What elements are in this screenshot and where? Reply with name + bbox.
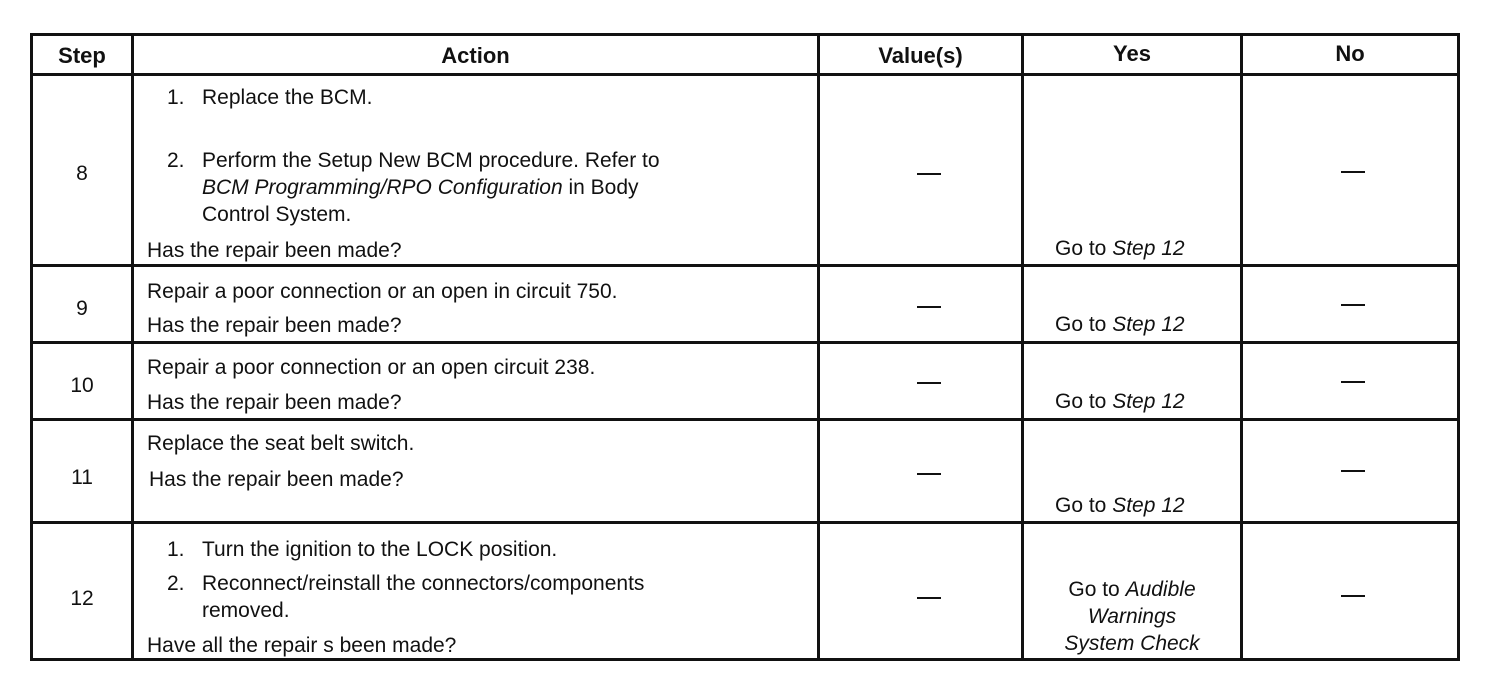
action-text: Reconnect/reinstall the connectors/components (202, 572, 645, 595)
action-text: Repair a poor connection or an open circuit 238. (147, 356, 596, 379)
column-divider (131, 36, 134, 658)
value-dash (917, 306, 941, 308)
column-divider (1240, 36, 1243, 658)
reference-link: BCM Programming/RPO Configuration (202, 176, 563, 199)
action-text: Repair a poor connection or an open in circuit 750. (147, 280, 618, 303)
value-dash (917, 473, 941, 475)
action-text-line (202, 174, 639, 201)
yes-goto-line (1024, 630, 1240, 657)
column-divider (1021, 36, 1024, 658)
yes-goto: Go to Audible (1068, 578, 1196, 601)
header-step: Step (58, 43, 106, 68)
no-dash (1341, 171, 1365, 173)
yes-goto-line (1024, 603, 1240, 630)
no-dash (1341, 381, 1365, 383)
row-divider (33, 418, 1457, 421)
diagnostic-table (30, 33, 1460, 661)
row-divider (33, 341, 1457, 344)
action-text: Replace the BCM. (202, 86, 373, 109)
header-no: No (1335, 41, 1365, 66)
step-reference: Step 12 (1112, 237, 1185, 260)
section-reference: System Check (1064, 632, 1200, 655)
question-text: Has the repair been made? (147, 239, 402, 262)
list-number: 1. (167, 86, 185, 109)
step-number: 10 (70, 374, 94, 397)
action-text: removed. (202, 599, 290, 622)
step-number: 9 (76, 297, 88, 320)
row-divider (33, 264, 1457, 267)
question-text: Has the repair been made? (147, 314, 402, 337)
step-number: 12 (70, 587, 94, 610)
action-text: Turn the ignition to the LOCK position. (202, 538, 558, 561)
no-dash (1341, 595, 1365, 597)
section-reference: Warnings (1087, 605, 1177, 628)
no-dash (1341, 470, 1365, 472)
action-text: Perform the Setup New BCM procedure. Refer to (202, 149, 660, 172)
section-reference: Audible (1125, 578, 1196, 601)
header-action: Action (441, 43, 510, 68)
action-text: Control System. (202, 203, 352, 226)
question-text: Has the repair been made? (147, 391, 402, 414)
action-text: in Body (562, 176, 639, 199)
no-dash (1341, 304, 1365, 306)
row-divider (33, 73, 1457, 76)
column-divider (817, 36, 820, 658)
list-number: 1. (167, 538, 185, 561)
yes-goto: Go to Step 12 (1055, 237, 1185, 260)
question-text: Has the repair been made? (149, 468, 404, 491)
action-text: Replace the seat belt switch. (147, 432, 415, 455)
header-values: Value(s) (878, 43, 963, 68)
list-number: 2. (167, 572, 185, 595)
header-yes: Yes (1113, 41, 1151, 66)
yes-goto: Go to Step 12 (1055, 494, 1185, 517)
step-number: 11 (71, 466, 93, 489)
value-dash (917, 173, 941, 175)
value-dash (917, 597, 941, 599)
yes-goto: Go to Step 12 (1055, 390, 1185, 413)
list-number: 2. (167, 149, 185, 172)
row-divider (33, 521, 1457, 524)
yes-goto: Go to Step 12 (1055, 313, 1185, 336)
step-number: 8 (76, 162, 88, 185)
value-dash (917, 382, 941, 384)
step-reference: Step 12 (1112, 390, 1185, 413)
question-text: Have all the repair s been made? (147, 634, 457, 657)
step-reference: Step 12 (1112, 313, 1185, 336)
step-reference: Step 12 (1112, 494, 1185, 517)
